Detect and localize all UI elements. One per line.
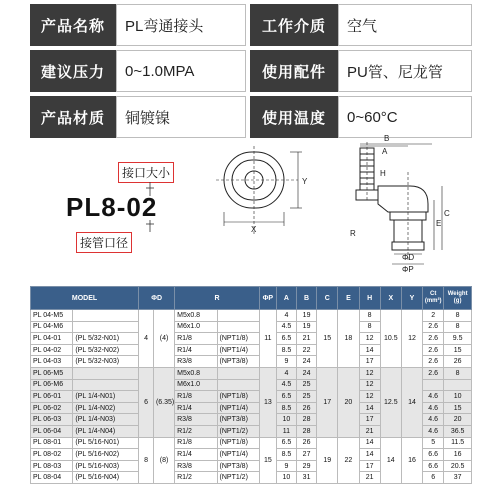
h-cell: 17	[359, 356, 380, 368]
inch-model-cell	[73, 379, 139, 391]
npt-cell: (NPT1/8)	[217, 391, 259, 403]
weight-cell	[444, 379, 472, 391]
inch-model-cell: (PL 1/4-N02)	[73, 402, 139, 414]
weight-cell: 37	[444, 472, 472, 484]
inch-model-cell: (PL 5/16-N03)	[73, 460, 139, 472]
weight-cell: 20.5	[444, 460, 472, 472]
model-cell: PL 04-M6	[31, 321, 73, 333]
weight-cell: 15	[444, 344, 472, 356]
header-phi-d: ΦD	[139, 287, 175, 310]
medium-label: 工作介质	[250, 4, 338, 46]
tube-size-callout: 接管口径	[76, 232, 132, 253]
b-cell: 28	[297, 425, 317, 437]
phi-d-inch-cell: (4)	[153, 310, 174, 368]
phi-d-cell: 4	[139, 310, 154, 368]
r-cell: M5x0.8	[175, 310, 217, 322]
y-cell: 14	[401, 367, 422, 437]
technical-drawing	[30, 134, 472, 278]
ct-cell	[423, 379, 444, 391]
model-code-dash: -	[116, 192, 127, 222]
dim-h-label: H	[380, 169, 386, 178]
h-cell: 14	[359, 402, 380, 414]
r-cell: M5x0.8	[175, 367, 217, 379]
h-cell: 8	[359, 310, 380, 322]
b-cell: 28	[297, 414, 317, 426]
model-code-port: 02	[126, 192, 158, 222]
fitting-value: PU管、尼龙管	[338, 50, 472, 92]
npt-cell	[217, 367, 259, 379]
product-name-label: 产品名称	[30, 4, 116, 46]
spec-row-2	[30, 50, 472, 92]
table-body	[31, 310, 472, 484]
a-cell: 4.5	[276, 379, 296, 391]
a-cell: 8.5	[276, 344, 296, 356]
x-cell: 14	[380, 437, 401, 483]
h-cell: 17	[359, 460, 380, 472]
header-weight-label: Weight	[447, 291, 468, 297]
table-row	[31, 310, 472, 322]
inch-model-cell: (PL 1/4-N01)	[73, 391, 139, 403]
npt-cell	[217, 321, 259, 333]
b-cell: 25	[297, 379, 317, 391]
phi-d-inch-cell: (6.35)	[153, 367, 174, 437]
model-cell: PL 06-04	[31, 425, 73, 437]
weight-cell: 8	[444, 367, 472, 379]
r-cell: R3/8	[175, 460, 217, 472]
r-cell: R3/8	[175, 414, 217, 426]
dim-e-label: E	[436, 219, 442, 228]
npt-cell: (NPT1/8)	[217, 333, 259, 345]
b-cell: 24	[297, 367, 317, 379]
r-cell: R1/8	[175, 391, 217, 403]
npt-cell	[217, 310, 259, 322]
ct-cell: 2.6	[423, 321, 444, 333]
medium-value: 空气	[338, 4, 472, 46]
weight-cell: 8	[444, 310, 472, 322]
a-cell: 9	[276, 356, 296, 368]
product-name-value: PL弯通接头	[116, 4, 246, 46]
inch-model-cell: (PL 5/16-N04)	[73, 472, 139, 484]
npt-cell	[217, 379, 259, 391]
npt-cell: (NPT1/4)	[217, 402, 259, 414]
fitting-label: 使用配件	[250, 50, 338, 92]
header-ct-label: Ct	[430, 291, 437, 297]
model-cell: PL 08-03	[31, 460, 73, 472]
a-cell: 4	[276, 367, 296, 379]
a-cell: 8.5	[276, 449, 296, 461]
header-x: X	[380, 287, 401, 310]
model-cell: PL 06-M6	[31, 379, 73, 391]
h-cell: 8	[359, 321, 380, 333]
b-cell: 25	[297, 391, 317, 403]
b-cell: 26	[297, 402, 317, 414]
b-cell: 19	[297, 310, 317, 322]
model-cell: PL 08-02	[31, 449, 73, 461]
npt-cell: (NPT3/8)	[217, 356, 259, 368]
h-cell: 12	[359, 333, 380, 345]
model-code	[66, 192, 157, 223]
header-c: C	[317, 287, 338, 310]
dim-c-label: C	[444, 209, 450, 218]
model-cell: PL 06-03	[31, 414, 73, 426]
y-cell: 16	[401, 437, 422, 483]
header-phi-p: ΦP	[259, 287, 276, 310]
r-cell: R1/2	[175, 472, 217, 484]
header-weight-unit: (g)	[453, 298, 462, 304]
y-cell: 12	[401, 310, 422, 368]
a-cell: 4	[276, 310, 296, 322]
npt-cell: (NPT3/8)	[217, 460, 259, 472]
phi-d-inch-cell: (8)	[153, 437, 174, 483]
h-cell: 14	[359, 449, 380, 461]
spec-table	[30, 4, 472, 142]
temperature-label: 使用温度	[250, 96, 338, 138]
dim-r-label: R	[350, 229, 356, 238]
inch-model-cell: (PL 5/32-N01)	[73, 333, 139, 345]
r-cell: R3/8	[175, 356, 217, 368]
h-cell: 14	[359, 437, 380, 449]
ct-cell: 4.6	[423, 425, 444, 437]
npt-cell: (NPT1/2)	[217, 425, 259, 437]
table-row	[31, 367, 472, 379]
ct-cell: 2.6	[423, 333, 444, 345]
b-cell: 31	[297, 472, 317, 484]
h-cell: 21	[359, 425, 380, 437]
spec-row-3	[30, 96, 472, 138]
weight-cell: 20	[444, 414, 472, 426]
h-cell: 21	[359, 472, 380, 484]
material-value: 铜镀镍	[116, 96, 246, 138]
model-cell: PL 06-M5	[31, 367, 73, 379]
model-cell: PL 06-01	[31, 391, 73, 403]
model-code-prefix: PL	[66, 192, 102, 222]
phi-p-cell: 15	[259, 437, 276, 483]
dim-y-label: Y	[302, 177, 308, 186]
temperature-value: 0~60°C	[338, 96, 472, 138]
header-ct	[423, 287, 444, 310]
npt-cell: (NPT1/8)	[217, 437, 259, 449]
table-header-row	[31, 287, 472, 310]
h-cell: 12	[359, 379, 380, 391]
a-cell: 6.5	[276, 333, 296, 345]
x-cell: 10.5	[380, 310, 401, 368]
side-view	[356, 142, 442, 264]
phi-p-cell: 13	[259, 367, 276, 437]
ct-cell: 5	[423, 437, 444, 449]
b-cell: 27	[297, 449, 317, 461]
r-cell: M6x1.0	[175, 321, 217, 333]
ct-cell: 2.6	[423, 356, 444, 368]
b-cell: 21	[297, 333, 317, 345]
material-label: 产品材质	[30, 96, 116, 138]
e-cell: 20	[338, 367, 359, 437]
ct-cell: 2	[423, 310, 444, 322]
header-h: H	[359, 287, 380, 310]
inch-model-cell: (PL 1/4-N03)	[73, 414, 139, 426]
inch-model-cell: (PL 5/16-N01)	[73, 437, 139, 449]
h-cell: 12	[359, 367, 380, 379]
ct-cell: 4.6	[423, 414, 444, 426]
r-cell: R1/2	[175, 425, 217, 437]
ct-cell: 6	[423, 472, 444, 484]
inch-model-cell: (PL 1/4-N04)	[73, 425, 139, 437]
inch-model-cell: (PL 5/32-N03)	[73, 356, 139, 368]
h-cell: 12	[359, 391, 380, 403]
r-cell: R1/4	[175, 344, 217, 356]
ct-cell: 4.6	[423, 391, 444, 403]
npt-cell: (NPT3/8)	[217, 414, 259, 426]
dim-b-label: B	[384, 134, 390, 143]
a-cell: 11	[276, 425, 296, 437]
npt-cell: (NPT1/2)	[217, 472, 259, 484]
weight-cell: 11.5	[444, 437, 472, 449]
b-cell: 24	[297, 356, 317, 368]
inch-model-cell	[73, 310, 139, 322]
inch-model-cell	[73, 367, 139, 379]
a-cell: 10	[276, 414, 296, 426]
weight-cell: 26	[444, 356, 472, 368]
weight-cell: 16	[444, 449, 472, 461]
r-cell: R1/8	[175, 333, 217, 345]
ct-cell: 2.6	[423, 344, 444, 356]
header-ct-unit: (mm³)	[424, 298, 442, 304]
dim-x-label: X	[251, 225, 257, 234]
e-cell: 18	[338, 310, 359, 368]
fitting-drawing	[210, 134, 472, 278]
header-b: B	[297, 287, 317, 310]
c-cell: 19	[317, 437, 338, 483]
b-cell: 26	[297, 437, 317, 449]
r-cell: M6x1.0	[175, 379, 217, 391]
npt-cell: (NPT1/4)	[217, 449, 259, 461]
spec-row-1	[30, 4, 472, 46]
weight-cell: 36.5	[444, 425, 472, 437]
r-cell: R1/4	[175, 402, 217, 414]
front-view	[216, 146, 302, 234]
a-cell: 6.5	[276, 391, 296, 403]
model-cell: PL 08-01	[31, 437, 73, 449]
b-cell: 22	[297, 344, 317, 356]
weight-cell: 15	[444, 402, 472, 414]
a-cell: 6.5	[276, 437, 296, 449]
c-cell: 15	[317, 310, 338, 368]
a-cell: 9	[276, 460, 296, 472]
h-cell: 17	[359, 414, 380, 426]
a-cell: 4.5	[276, 321, 296, 333]
ct-cell: 6.6	[423, 460, 444, 472]
x-cell: 12.5	[380, 367, 401, 437]
model-cell: PL 08-04	[31, 472, 73, 484]
port-size-callout: 接口大小	[118, 162, 174, 183]
inch-model-cell: (PL 5/16-N02)	[73, 449, 139, 461]
phi-d-cell: 6	[139, 367, 154, 437]
dim-phi-d-label: ΦD	[402, 253, 415, 262]
pressure-value: 0~1.0MPA	[116, 50, 246, 92]
ct-cell: 2.6	[423, 367, 444, 379]
b-cell: 29	[297, 460, 317, 472]
b-cell: 19	[297, 321, 317, 333]
model-cell: PL 06-02	[31, 402, 73, 414]
table-row	[31, 437, 472, 449]
header-a: A	[276, 287, 296, 310]
weight-cell: 10	[444, 391, 472, 403]
a-cell: 10	[276, 472, 296, 484]
model-cell: PL 04-01	[31, 333, 73, 345]
header-y: Y	[401, 287, 422, 310]
model-cell: PL 04-02	[31, 344, 73, 356]
dim-phi-p-label: ΦP	[402, 265, 414, 274]
c-cell: 17	[317, 367, 338, 437]
model-code-tube: 8	[101, 192, 117, 222]
model-cell: PL 04-03	[31, 356, 73, 368]
a-cell: 8.5	[276, 402, 296, 414]
npt-cell: (NPT1/4)	[217, 344, 259, 356]
weight-cell: 8	[444, 321, 472, 333]
dimension-table	[30, 286, 472, 484]
ct-cell: 6.6	[423, 449, 444, 461]
header-r: R	[175, 287, 260, 310]
phi-d-cell: 8	[139, 437, 154, 483]
inch-model-cell	[73, 321, 139, 333]
phi-p-cell: 11	[259, 310, 276, 368]
header-model: MODEL	[31, 287, 139, 310]
model-cell: PL 04-M5	[31, 310, 73, 322]
header-e: E	[338, 287, 359, 310]
e-cell: 22	[338, 437, 359, 483]
inch-model-cell: (PL 5/32-N02)	[73, 344, 139, 356]
header-weight	[444, 287, 472, 310]
h-cell: 14	[359, 344, 380, 356]
r-cell: R1/8	[175, 437, 217, 449]
pressure-label: 建议压力	[30, 50, 116, 92]
ct-cell: 4.6	[423, 402, 444, 414]
weight-cell: 9.5	[444, 333, 472, 345]
r-cell: R1/4	[175, 449, 217, 461]
dim-a-label: A	[382, 147, 388, 156]
